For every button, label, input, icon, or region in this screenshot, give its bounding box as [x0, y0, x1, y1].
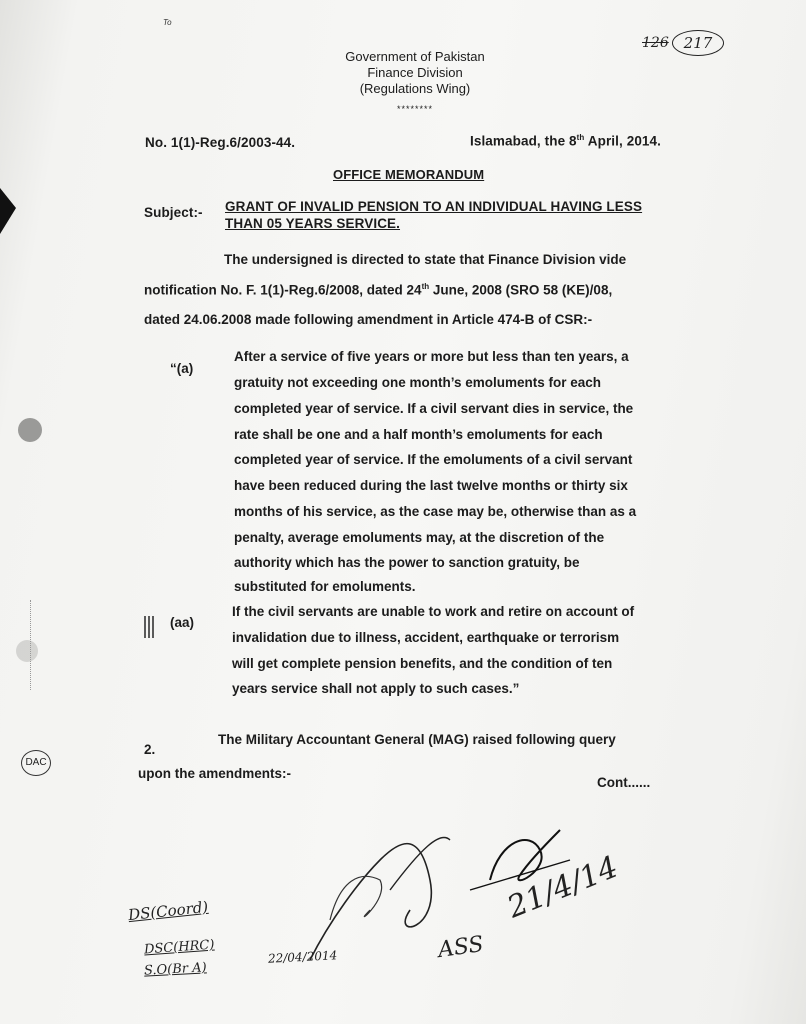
clause-a-line: gratuity not exceeding one month’s emoluments for each [234, 375, 602, 390]
punch-hole-top [18, 418, 42, 442]
clause-aa-line: years service shall not apply to such cases.” [232, 681, 520, 696]
clause-aa-line: will get complete pension benefits, and the condition of ten [232, 656, 613, 671]
handwritten-note-2: DSC(HRC) [143, 937, 215, 958]
para-2-line-1: The Military Accountant General (MAG) raised following query [218, 732, 616, 747]
margin-stamp [21, 750, 51, 776]
para-2-number: 2. [144, 742, 156, 757]
para-2-line-2: upon the amendments:- [138, 766, 292, 781]
place-date: Islamabad, the 8th April, 2014. [470, 133, 661, 149]
corner-to-note: To [163, 18, 172, 27]
handwritten-note-1: DS(Coord) [127, 897, 210, 925]
clause-a-line: have been reduced during the last twelve months or thirty six [234, 478, 628, 493]
subject-label: Subject:- [144, 205, 203, 220]
clause-aa-line: invalidation due to illness, accident, earthquake or terrorism [232, 630, 620, 645]
margin-stamp-text: DAC [25, 757, 47, 768]
margin-smudges [30, 600, 81, 690]
intro-line-2: notification No. F. 1(1)-Reg.6/2008, dated 24th June, 2008 (SRO 58 (KE)/08, [144, 282, 613, 298]
handwritten-note-3: S.O(Br A) [143, 960, 208, 979]
header-stars: ******** [396, 104, 434, 114]
clause-a-line: months of his service, as the case may be, otherwise than as a [234, 504, 637, 519]
handwritten-date-left: 22/04/2014 [267, 948, 338, 966]
margin-mark [144, 616, 154, 638]
subject-line-1: GRANT OF INVALID PENSION TO AN INDIVIDUAL HAVING LESS [225, 199, 643, 214]
memo-title: OFFICE MEMORANDUM [333, 167, 485, 182]
intro-line-1: The undersigned is directed to state that Finance Division vide [224, 252, 627, 267]
circled-number: 217 [672, 30, 724, 56]
header-line-1: Government of Pakistan [345, 49, 485, 64]
header-line-3: (Regulations Wing) [359, 81, 471, 96]
handwritten-initials: ASS [436, 931, 486, 964]
clause-a-line: completed year of service. If a civil servant dies in service, the [234, 401, 634, 416]
subject-line-2: THAN 05 YEARS SERVICE. [225, 216, 401, 231]
clause-a-line: After a service of five years or more but less than ten years, a [234, 349, 629, 364]
continued-marker: Cont...... [597, 775, 651, 790]
header-line-2: Finance Division [367, 65, 463, 80]
clause-aa-label: (aa) [170, 615, 195, 630]
intro-line-3: dated 24.06.2008 made following amendment in Article 474-B of CSR:- [144, 312, 593, 327]
memo-number: No. 1(1)-Reg.6/2003-44. [145, 135, 296, 150]
left-edge-shadow [0, 188, 16, 234]
clause-a-label: “(a) [170, 361, 194, 376]
clause-a-line: authority which has the power to sanction gratuity, be [234, 555, 580, 570]
clause-a-line: penalty, average emoluments may, at the discretion of the [234, 530, 605, 545]
clause-aa-line: If the civil servants are unable to work and retire on account of [232, 604, 635, 619]
handwritten-date-right: 21/4/14 [502, 849, 624, 926]
clause-a-line: completed year of service. If the emoluments of a civil servant [234, 452, 633, 467]
clause-a-line: substituted for emoluments. [234, 579, 416, 594]
struck-number: 126 [642, 35, 669, 51]
clause-a-line: rate shall be one and a half month’s emoluments for each [234, 427, 603, 442]
